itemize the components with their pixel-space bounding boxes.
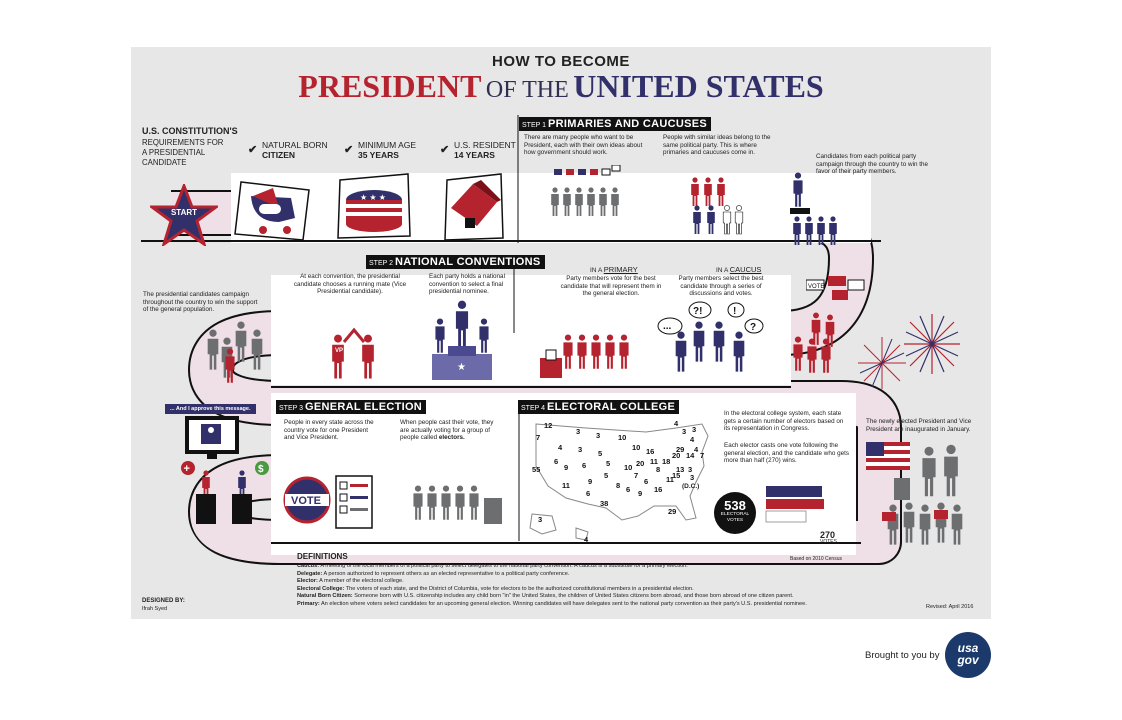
svg-text:4: 4 — [584, 535, 589, 544]
running-mate-icon — [326, 326, 384, 382]
step2-label: STEP 2 NATIONAL CONVENTIONS — [366, 255, 545, 269]
usagov-logo[interactable]: usa gov — [945, 632, 991, 678]
approve-banner: ... And I approve this message. — [165, 404, 256, 414]
req-age: ✔ MINIMUM AGE 35 YEARS — [344, 140, 417, 160]
step3-text-b: When people cast their vote, they are actually voting for a group of people called electors. — [400, 419, 494, 442]
step1-label: STEP 1 PRIMARIES AND CAUCUSES — [519, 117, 711, 131]
svg-text:5: 5 — [606, 459, 611, 468]
svg-text:55: 55 — [532, 465, 541, 474]
step2-text-left: The presidential candidates campaign throughout the country to win the support of the general population. — [143, 291, 258, 314]
brought-to-you-by: Brought to you by — [865, 650, 940, 661]
svg-text:3: 3 — [596, 431, 601, 440]
candidates-podium-icon — [176, 460, 272, 526]
check-icon: ✔ — [248, 144, 258, 156]
fireworks-icon — [856, 335, 908, 391]
svg-text:7: 7 — [634, 471, 639, 480]
check-icon: ✔ — [440, 144, 450, 156]
svg-text:4: 4 — [690, 435, 695, 444]
title-president: PRESIDENT — [298, 68, 482, 104]
cake-icon — [336, 170, 412, 242]
step2-text-a: At each convention, the presidential candidate chooses a running mate (Vice Presidential candidate). — [293, 273, 407, 296]
svg-text:15: 15 — [672, 471, 681, 480]
svg-text:11: 11 — [650, 457, 658, 466]
svg-text:29: 29 — [668, 507, 677, 516]
pre-title: HOW TO BECOME — [492, 53, 630, 70]
req-resident: ✔ U.S. RESIDENT 14 YEARS — [440, 140, 516, 160]
census-note: Based on 2010 Census — [790, 556, 842, 562]
requirements-subheading: REQUIREMENTS FOR A PRESIDENTIAL CANDIDATE — [142, 138, 224, 167]
svg-text:6: 6 — [582, 461, 587, 470]
svg-text:9: 9 — [588, 477, 593, 486]
plus-sign: + — [183, 463, 190, 475]
svg-text:3: 3 — [538, 515, 543, 524]
flag-icon — [866, 442, 910, 470]
svg-text:★ ★ ★: ★ ★ ★ — [360, 193, 386, 202]
definition-item: Electoral College: The voters of each state, and the District of Columbia, vote for electors to be the authorized constitutional members in a presidential election. — [297, 585, 694, 592]
us-electoral-map — [526, 416, 716, 546]
svg-text:10: 10 — [632, 443, 641, 452]
ballot-checklist-icon — [334, 474, 374, 530]
svg-text:11: 11 — [666, 475, 674, 484]
designed-by-label: DESIGNED BY: — [142, 598, 185, 604]
svg-text:18: 18 — [662, 457, 671, 466]
vp-badge: VP — [335, 348, 344, 354]
title-of-the: OF THE — [485, 77, 569, 103]
start-label: START — [170, 208, 198, 217]
revised-date: Revised: April 2016 — [926, 604, 974, 610]
dc-label: (D.C.) — [682, 483, 700, 490]
bar-candidate-b — [766, 499, 824, 509]
step2-text-b: Each party holds a national convention to select a final presidential nominee. — [429, 273, 505, 296]
svg-text:3: 3 — [578, 445, 583, 454]
people-icon — [548, 165, 628, 235]
people-icon — [690, 175, 754, 237]
svg-text:20: 20 — [672, 451, 681, 460]
vote-button-icon — [283, 476, 331, 524]
voters-line-icon — [410, 480, 504, 530]
svg-text:3: 3 — [576, 427, 581, 436]
svg-text:4: 4 — [558, 443, 563, 452]
primary-heading: IN A PRIMARY — [590, 265, 638, 274]
svg-text:5: 5 — [598, 449, 603, 458]
dollar-sign: $ — [258, 464, 264, 475]
svg-text:10: 10 — [618, 433, 627, 442]
tv-icon — [183, 414, 241, 460]
step1-text-a: There are many people who want to be President, each with their own ideas about how government should work. — [524, 134, 643, 157]
nominee-podium-icon — [430, 296, 494, 382]
caucus-discussion-icon — [656, 300, 772, 384]
people-icon — [790, 312, 848, 376]
step4-label: STEP 4 ELECTORAL COLLEGE — [518, 400, 679, 414]
fireworks-icon — [902, 312, 962, 376]
svg-text:3: 3 — [690, 473, 695, 482]
svg-text:★: ★ — [457, 362, 466, 373]
ballot-box-icon — [538, 330, 638, 386]
svg-text:13: 13 — [676, 465, 685, 474]
total-electoral-votes: 538 ELECTORAL VOTES — [714, 492, 756, 534]
step4-text-a: In the electoral college system, each state gets a certain number of electors based on its representation in Congress. — [724, 410, 844, 433]
svg-text:4: 4 — [694, 445, 699, 454]
definition-item: Delegate: A person authorized to represent others as an elected representative to a political party conference. — [297, 570, 570, 577]
caucus-heading: IN A CAUCUS — [716, 265, 762, 274]
svg-text:7: 7 — [700, 451, 705, 460]
step3-label: STEP 3 GENERAL ELECTION — [276, 400, 426, 414]
svg-text:6: 6 — [586, 489, 591, 498]
svg-text:3: 3 — [682, 427, 687, 436]
svg-text:29: 29 — [676, 445, 685, 454]
svg-text:...: ... — [663, 321, 672, 332]
svg-text:3: 3 — [688, 465, 693, 474]
svg-text:14: 14 — [686, 451, 695, 460]
svg-text:?: ? — [750, 322, 757, 333]
caucus-text: Party members select the best candidate through a series of discussions and votes. — [678, 275, 764, 298]
svg-text:3: 3 — [692, 425, 697, 434]
inauguration-scene — [864, 440, 980, 550]
step4-text-b: Each elector casts one vote following the general election, and the candidate who gets more than half (270) wins. — [724, 442, 849, 465]
definition-item: Elector: A member of the electoral college. — [297, 578, 404, 585]
svg-text:16: 16 — [654, 485, 663, 494]
step3-text-a: People in every state across the country vote for one President and Vice President. — [284, 419, 374, 442]
svg-text:?!: ?! — [693, 306, 703, 317]
vote-sign: VOTE — [808, 284, 825, 290]
inauguration-text: The newly elected President and Vice President are inaugurated in January. — [866, 418, 972, 433]
vote-bars-chart — [764, 484, 824, 526]
svg-text:20: 20 — [636, 459, 645, 468]
win-label: VOTES — [820, 539, 837, 545]
definitions-list — [297, 563, 887, 609]
svg-text:16: 16 — [646, 447, 655, 456]
svg-text:10: 10 — [624, 463, 633, 472]
win-number: 270 — [820, 530, 836, 540]
people-icon — [788, 172, 850, 268]
svg-text:6: 6 — [644, 477, 649, 486]
campaign-crowd-icon — [204, 314, 268, 392]
svg-text:5: 5 — [604, 471, 609, 480]
step1-text-c: Candidates from each political party campaign through the country to win the favor of their party members. — [816, 153, 929, 176]
svg-text:12: 12 — [544, 421, 553, 430]
primary-text: Party members vote for the best candidate that will represent them in the general election. — [560, 275, 662, 298]
definition-item: Caucus: A meeting of the local members of a political party to select delegates to the national party convention. A caucus is a substitute for a primary election. — [297, 563, 688, 569]
svg-text:7: 7 — [536, 433, 541, 442]
title-united-states: UNITED STATES — [573, 68, 824, 104]
step1-text-b: People with similar ideas belong to the same political party. This is where primaries and caucuses come in. — [663, 134, 771, 157]
definitions-heading: DEFINITIONS — [297, 552, 348, 561]
svg-text:9: 9 — [564, 463, 569, 472]
bar-threshold — [766, 511, 806, 522]
house-icon — [443, 172, 505, 242]
svg-text:38: 38 — [600, 499, 609, 508]
vote-signs-icon — [806, 276, 874, 310]
svg-text:!: ! — [733, 306, 737, 317]
svg-text:8: 8 — [616, 481, 621, 490]
svg-text:4: 4 — [674, 419, 679, 428]
svg-text:6: 6 — [554, 457, 559, 466]
svg-text:8: 8 — [656, 465, 661, 474]
req-citizen: ✔ NATURAL BORN CITIZEN — [248, 140, 328, 160]
svg-text:9: 9 — [638, 489, 643, 498]
designer-name: Ifrah Syed — [142, 606, 168, 612]
check-icon: ✔ — [344, 144, 354, 156]
stroller-icon — [233, 178, 313, 244]
svg-text:6: 6 — [626, 485, 631, 494]
svg-text:11: 11 — [562, 481, 570, 490]
definition-item: Natural Born Citizen: Someone born with U.S. citizenship includes any child born "in" the United States, the children of United States citizens born abroad, and those born abroad of one citizen parent. — [297, 593, 794, 600]
requirements-heading: U.S. CONSTITUTION'S — [142, 126, 238, 136]
definition-item: Primary: An election where voters select candidates for an upcoming general election. Winning candidates will have delegates sent to the national party convention as their party's U.S. presidential nominee. — [297, 600, 807, 607]
bar-candidate-a — [766, 486, 822, 497]
vote-badge: VOTE — [291, 495, 321, 507]
